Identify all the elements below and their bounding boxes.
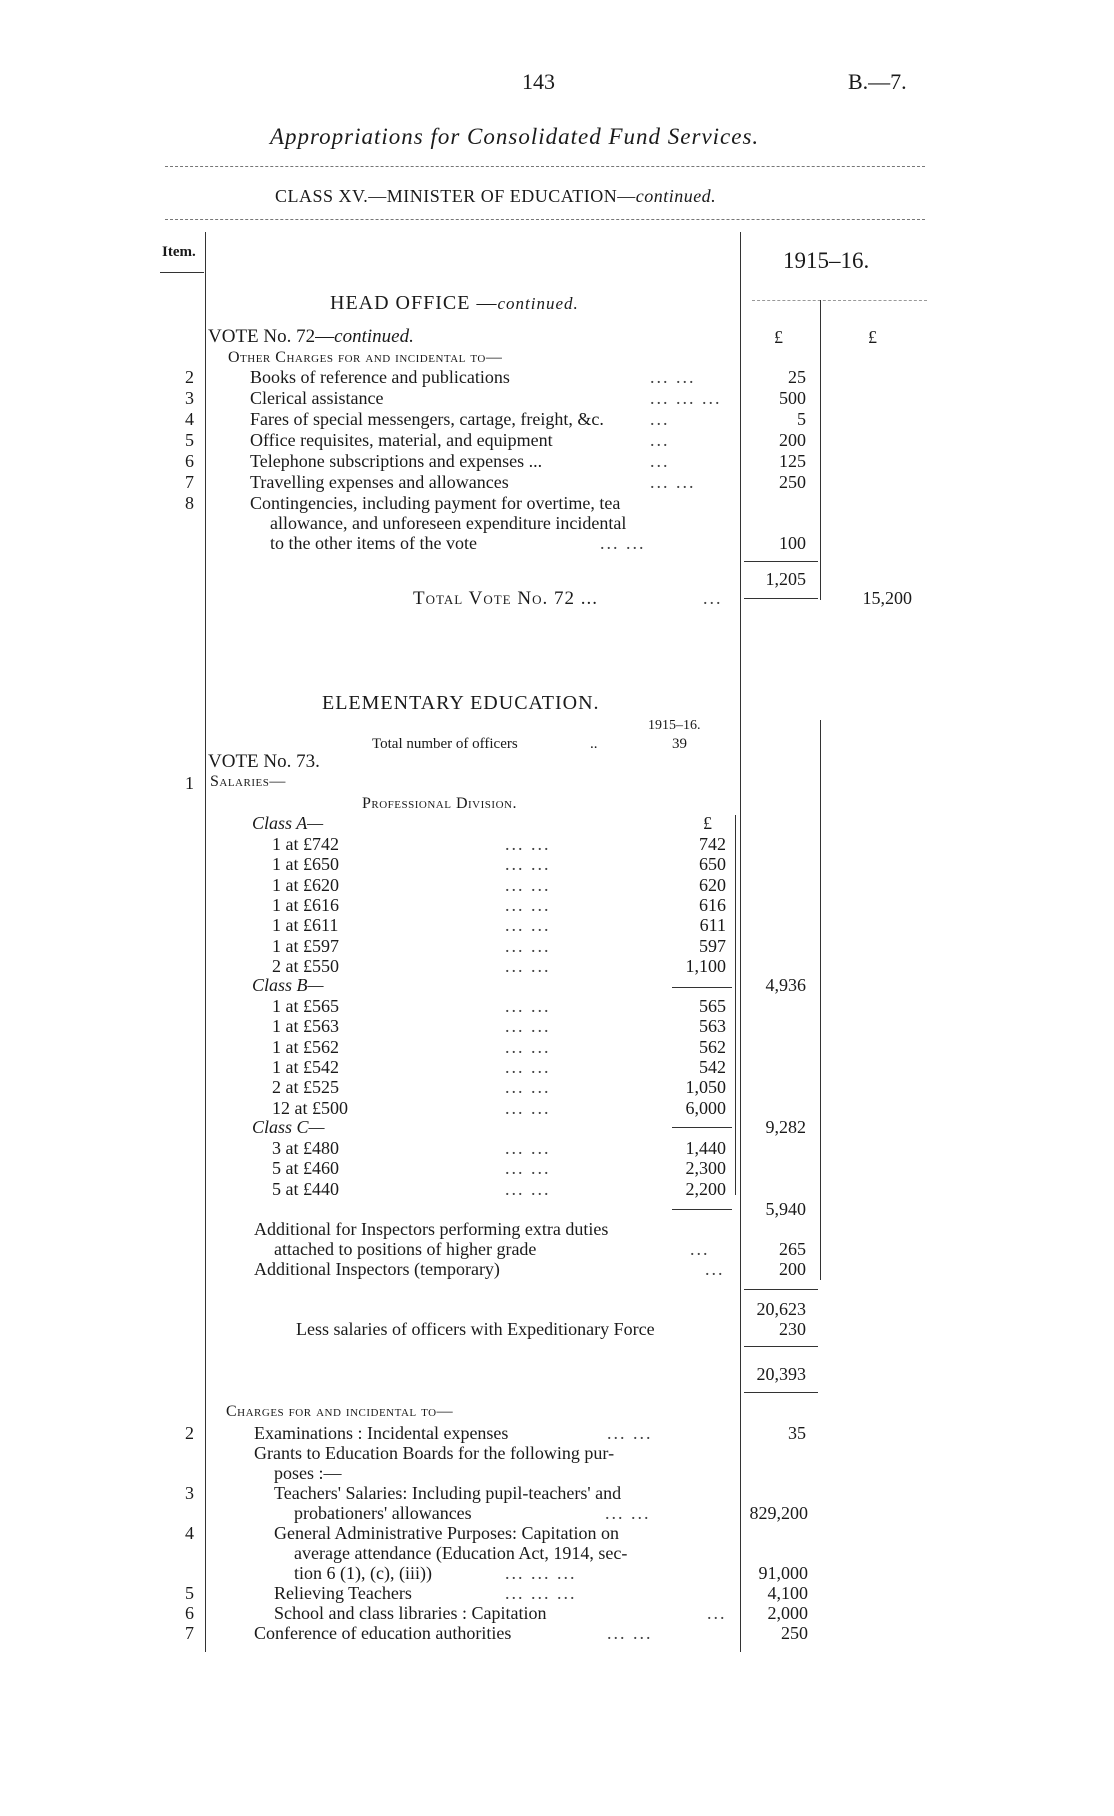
- vote-73-heading: VOTE No. 73.: [208, 751, 320, 772]
- salary-row-amount: 6,000: [685, 1097, 726, 1118]
- salaries-heading: Salaries—: [210, 773, 286, 790]
- charge-label: average attendance (Education Act, 1914, sec-: [294, 1543, 628, 1563]
- officers-count: 39: [672, 736, 687, 752]
- total-rule: [744, 598, 818, 599]
- charge-label: probationers' allowances: [294, 1503, 472, 1523]
- leader-dots: ... ...: [505, 996, 551, 1016]
- charge-amount: 4,100: [767, 1583, 808, 1603]
- leader-dots: ...: [650, 451, 670, 471]
- salary-row-label: 1 at £565: [272, 996, 339, 1016]
- pound-sign: £: [703, 813, 712, 833]
- item-column-rule: [205, 232, 206, 1652]
- leader-dots: ...: [707, 1603, 727, 1623]
- leader-dots: ... ... ...: [650, 388, 722, 408]
- charge-label: Examinations : Incidental expenses: [254, 1423, 509, 1443]
- charge-label: Teachers' Salaries: Including pupil-teachers' and: [274, 1483, 622, 1503]
- head-office-continued: continued.: [497, 294, 579, 313]
- less-expeditionary-amount: 230: [779, 1319, 806, 1339]
- charge-amount: 829,200: [749, 1503, 808, 1523]
- item-number: 1: [185, 773, 194, 793]
- vote-72-total-label: Total Vote No. 72 ...: [413, 588, 598, 609]
- salary-column-rule: [735, 815, 736, 1195]
- leader-dots: ... ...: [505, 854, 551, 875]
- class-rule: [165, 219, 925, 220]
- leader-dots: ... ...: [605, 1503, 651, 1523]
- salary-row-amount: 1,050: [685, 1077, 726, 1098]
- charge-amount: 35: [788, 1423, 806, 1443]
- head-office-heading: [330, 292, 579, 315]
- item-label: Travelling expenses and allowances: [250, 472, 509, 492]
- item-number: 7: [185, 1623, 194, 1643]
- item-number: 3: [185, 388, 194, 408]
- salary-row-label: 1 at £597: [272, 935, 339, 956]
- leader-dots: ... ...: [505, 935, 551, 956]
- leader-dots: ... ...: [505, 1178, 551, 1199]
- salary-row-label: 1 at £542: [272, 1056, 339, 1077]
- page-title: Appropriations for Consolidated Fund Services.: [270, 124, 760, 149]
- class-b-rule: [672, 1127, 732, 1128]
- less-expeditionary-label: Less salaries of officers with Expeditionary Force: [296, 1319, 655, 1339]
- salary-row-amount: 616: [699, 894, 726, 915]
- salary-row-amount: 1,100: [685, 955, 726, 976]
- leader-dots: ...: [650, 430, 670, 450]
- year-header-rule: [752, 300, 927, 301]
- salary-row-amount: 565: [699, 996, 726, 1016]
- class-b-heading: Class B—: [252, 975, 324, 995]
- class-heading-main: CLASS XV.—MINISTER OF EDUCATION—: [275, 186, 636, 206]
- leader-dots: ... ...: [607, 1623, 653, 1643]
- salary-row-label: 1 at £650: [272, 854, 339, 875]
- item-number: 3: [185, 1483, 194, 1503]
- salary-row-label: 1 at £616: [272, 894, 339, 915]
- salary-row-amount: 611: [699, 915, 726, 936]
- leader-dots: ...: [690, 1239, 710, 1259]
- salary-row-label: 1 at £611: [272, 915, 339, 936]
- item-label: Fares of special messengers, cartage, freight, &c.: [250, 409, 604, 429]
- charge-amount: 250: [781, 1623, 808, 1643]
- title-rule: [165, 166, 925, 167]
- item-number: 2: [185, 367, 194, 387]
- net-salaries: 20,393: [756, 1364, 806, 1384]
- class-c-total: 5,940: [765, 1199, 806, 1219]
- salary-row-amount: 650: [699, 854, 726, 875]
- item-header-rule: [160, 272, 204, 273]
- item-number: 5: [185, 430, 194, 450]
- leader-dots: ... ...: [505, 955, 551, 976]
- gross-salaries: 20,623: [756, 1299, 806, 1319]
- leader-dots: ... ...: [505, 1077, 551, 1098]
- item-label: Books of reference and publications: [250, 367, 510, 387]
- charge-label: Conference of education authorities: [254, 1623, 512, 1643]
- salary-row-label: 5 at £440: [272, 1178, 339, 1199]
- extra-duties-label: attached to positions of higher grade: [274, 1239, 537, 1259]
- leader-dots: ... ...: [505, 1016, 551, 1037]
- item-number: 5: [185, 1583, 194, 1603]
- salary-row-amount: 1,440: [685, 1138, 726, 1158]
- salary-row-label: 12 at £500: [272, 1097, 348, 1118]
- vote-72-subtotal: 1,205: [765, 569, 806, 589]
- charge-label: School and class libraries : Capitation: [274, 1603, 547, 1623]
- leader-dots: ... ...: [505, 894, 551, 915]
- salary-row-amount: 562: [699, 1036, 726, 1057]
- salary-row-amount: 2,300: [685, 1158, 726, 1179]
- class-heading: [275, 186, 716, 207]
- item-amount: 200: [779, 430, 806, 450]
- leader-dots: ... ...: [505, 834, 551, 854]
- leader-dots: ... ...: [505, 1138, 551, 1158]
- class-c-heading: Class C—: [252, 1117, 325, 1137]
- amount-column-rule: [740, 232, 741, 1652]
- item-label: Clerical assistance: [250, 388, 384, 408]
- item-column-header: Item.: [162, 244, 196, 260]
- temporary-inspectors-label: Additional Inspectors (temporary): [254, 1259, 500, 1279]
- vote-72-title: VOTE No. 72—: [208, 326, 335, 347]
- leader-dots: ... ... ...: [505, 1563, 577, 1583]
- head-office-title: HEAD OFFICE —: [330, 292, 498, 314]
- temporary-inspectors-amount: 200: [779, 1259, 806, 1279]
- gross-rule: [744, 1289, 818, 1290]
- salary-row-amount: 742: [699, 834, 726, 854]
- vote-72-heading: [208, 327, 414, 347]
- leader-dots: ...: [650, 409, 670, 429]
- officers-label: Total number of officers: [372, 736, 518, 752]
- leader-dots: ..: [590, 736, 598, 752]
- salary-row-amount: 2,200: [685, 1178, 726, 1199]
- other-charges-heading: Other Charges for and incidental to—: [228, 349, 503, 366]
- class-b-total: 9,282: [765, 1117, 806, 1137]
- class-a-rule: [672, 987, 732, 988]
- salary-row-label: 1 at £562: [272, 1036, 339, 1057]
- class-a-heading: Class A—: [252, 813, 324, 833]
- charge-label: tion 6 (1), (c), (iii)): [294, 1563, 432, 1583]
- page-number: 143: [522, 69, 555, 94]
- item-amount: 125: [779, 451, 806, 471]
- grants-label: Grants to Education Boards for the following pur-: [254, 1443, 615, 1463]
- class-c-rule: [672, 1209, 732, 1210]
- net-rule: [744, 1346, 818, 1347]
- salary-row-label: 1 at £742: [272, 834, 339, 854]
- leader-dots: ...: [705, 1259, 725, 1279]
- leader-dots: ... ...: [505, 915, 551, 936]
- item-number: 4: [185, 1523, 194, 1543]
- leader-dots: ... ...: [505, 1097, 551, 1118]
- salary-row-label: 5 at £460: [272, 1158, 339, 1179]
- salary-row-label: 2 at £550: [272, 955, 339, 976]
- item-number: 7: [185, 472, 194, 492]
- item-label: allowance, and unforeseen expenditure incidental: [270, 513, 627, 533]
- document-reference: B.—7.: [848, 69, 907, 94]
- item-number: 2: [185, 1423, 194, 1443]
- item-number: 6: [185, 1603, 194, 1623]
- leader-dots: ... ...: [650, 367, 696, 387]
- item-label: Telephone subscriptions and expenses ...: [250, 451, 543, 471]
- total-column-rule: [820, 300, 821, 600]
- leader-dots: ... ...: [650, 472, 696, 492]
- item-amount: 500: [779, 388, 806, 408]
- extra-duties-amount: 265: [779, 1239, 806, 1259]
- item-amount: 5: [797, 409, 806, 429]
- vote-72-total: 15,200: [862, 588, 912, 608]
- subtotal-rule: [744, 561, 818, 562]
- subtotal-column-rule: [820, 720, 821, 1280]
- charge-amount: 91,000: [758, 1563, 808, 1583]
- salary-row-label: 1 at £620: [272, 874, 339, 895]
- leader-dots: ... ...: [600, 533, 646, 553]
- item-label: Office requisites, material, and equipment: [250, 430, 553, 450]
- vote-72-continued: continued.: [334, 326, 414, 347]
- salary-row-label: 2 at £525: [272, 1077, 339, 1098]
- leader-dots: ... ...: [505, 1158, 551, 1179]
- officers-year: 1915–16.: [648, 718, 701, 733]
- leader-dots: ... ...: [505, 1036, 551, 1057]
- leader-dots: ... ... ...: [505, 1583, 577, 1603]
- grants-label: poses :—: [274, 1463, 342, 1483]
- leader-dots: ...: [703, 588, 723, 608]
- item-label: to the other items of the vote: [270, 533, 477, 553]
- year-column-header: 1915–16.: [783, 248, 870, 273]
- item-amount: 100: [779, 533, 806, 553]
- salary-row-amount: 597: [699, 935, 726, 956]
- salary-row-amount: 563: [699, 1016, 726, 1037]
- leader-dots: ... ...: [505, 1056, 551, 1077]
- item-number: 6: [185, 451, 194, 471]
- salary-row-label: 3 at £480: [272, 1138, 339, 1158]
- charge-label: General Administrative Purposes: Capitation on: [274, 1523, 619, 1543]
- charge-amount: 2,000: [767, 1603, 808, 1623]
- item-amount: 250: [779, 472, 806, 492]
- class-heading-continued: continued.: [635, 186, 717, 206]
- charges-heading: Charges for and incidental to—: [226, 1403, 454, 1420]
- item-number: 8: [185, 493, 194, 513]
- pound-sign: £: [774, 327, 783, 347]
- item-label: Contingencies, including payment for overtime, tea: [250, 493, 621, 513]
- class-a-total: 4,936: [765, 975, 806, 995]
- salary-row-label: 1 at £563: [272, 1016, 339, 1037]
- leader-dots: ... ...: [607, 1423, 653, 1443]
- net-rule-lower: [744, 1392, 818, 1393]
- extra-duties-label: Additional for Inspectors performing extra duties: [254, 1219, 609, 1239]
- elementary-education-heading: ELEMENTARY EDUCATION.: [322, 692, 600, 714]
- pound-sign: £: [868, 327, 877, 347]
- salary-row-amount: 542: [699, 1056, 726, 1077]
- salary-row-amount: 620: [699, 874, 726, 895]
- leader-dots: ... ...: [505, 874, 551, 895]
- item-number: 4: [185, 409, 194, 429]
- professional-division-heading: Professional Division.: [362, 795, 517, 812]
- charge-label: Relieving Teachers: [274, 1583, 412, 1603]
- item-amount: 25: [788, 367, 806, 387]
